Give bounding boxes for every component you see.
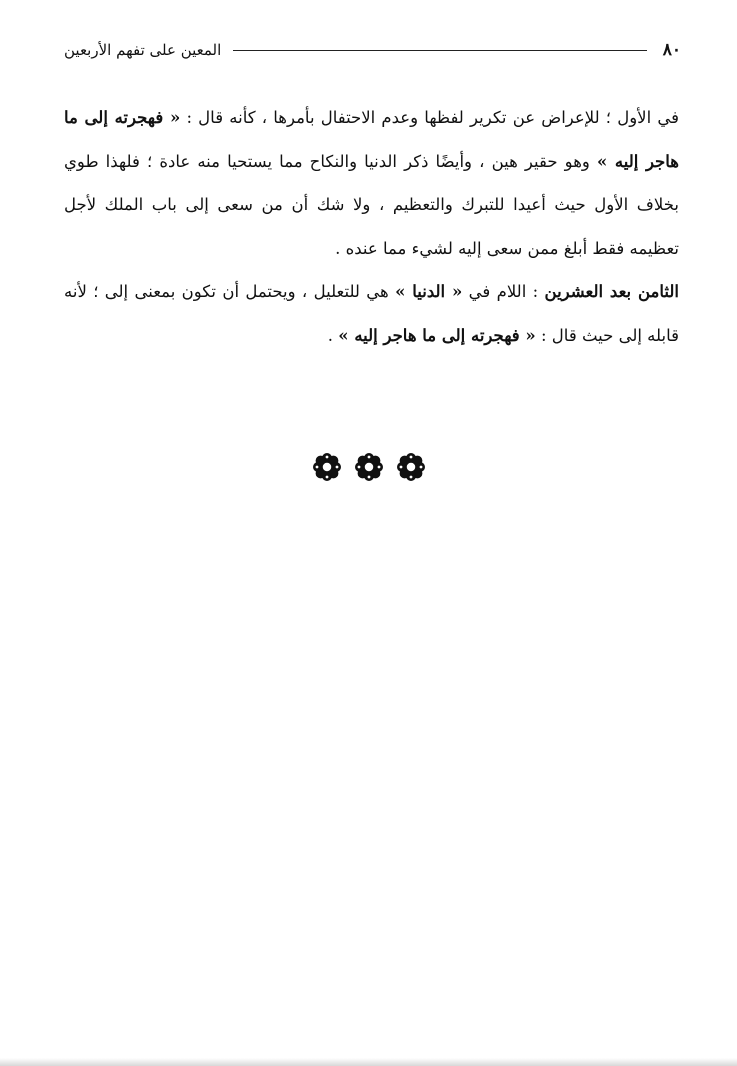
paragraph-2-text-a: : اللام في [462,282,545,301]
running-head [64,36,681,64]
paragraph-1-text-a: في الأول ؛ للإعراض عن تكرير لفظها وعدم الاحتفال بأمرها ، كأنه قال : [180,108,679,127]
floral-ornament-icon [396,452,426,482]
ornament-row [0,452,737,482]
paragraph-1 [64,96,679,270]
body-text [64,96,679,357]
floral-ornament-icon [354,452,384,482]
quoted-hadith: « فهجرته إلى ما هاجر إليه » [64,108,679,171]
paragraph-2-text-c: . [327,325,339,345]
paragraph-1-text-b: وهو حقير هين ، وأيضًا ذكر الدنيا والنكاح مما يستحيا منه عادة ؛ فلهذا طوي بخلاف الأول حيث أعيدا للتبرك والتعظيم ، ولا شك أن من سعى إلى باب الملك لأجل تعظيمه فقط أبلغ ممن سعى إليه لشيء مما عنده . [64,151,679,258]
section-heading: الثامن بعد العشرين [544,282,679,301]
paragraph-2 [64,270,679,357]
scan-bottom-edge [0,1058,737,1066]
paragraph-2-text-b: هي للتعليل ، ويحتمل أن تكون بمعنى إلى ؛ لأنه قابله إلى حيث قال : [64,282,679,345]
floral-ornament-icon [312,452,342,482]
quoted-hadith-2: « فهجرته إلى ما هاجر إليه » [338,325,536,345]
page-number: ٨٠ [662,40,681,60]
quoted-word: « الدنيا » [395,282,463,301]
book-title: المعين على تفهم الأربعين [64,41,222,59]
header-rule [233,50,646,51]
